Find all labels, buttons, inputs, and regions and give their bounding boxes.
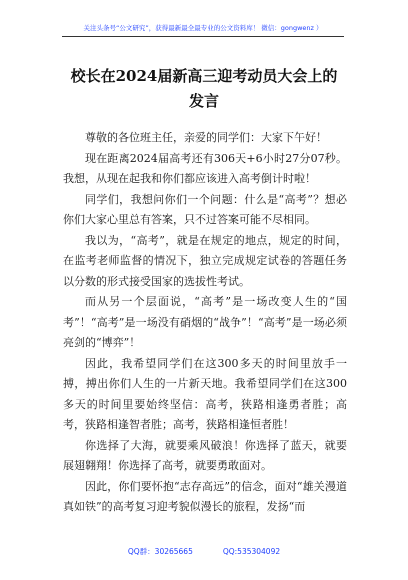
paragraph: 因此，你们要怀抱“志存高远”的信念，面对“雄关漫道真如铁”的高考复习迎考貌似漫长的旅程，发扬“而: [63, 479, 347, 513]
paragraph: 而从另一个层面说，“高考”是一场改变人生的“国考”！“高考”是一场没有硝烟的“战争”！“高考”是一场必须亮剑的“博弈”！: [63, 295, 347, 349]
paragraph: 尊敬的各位班主任，亲爱的同学们：大家下午好！: [85, 131, 327, 144]
document-body: [63, 128, 347, 518]
paragraph: 你选择了大海，就要乘风破浪！你选择了蓝天，就要展翅翱翔！你选择了高考，就要勇敢面对。: [63, 438, 347, 472]
title-line-2: 发言: [188, 92, 219, 110]
paragraph: 因此，我希望同学们在这300多天的时间里放手一搏，搏出你们人生的一片新天地。我希望同学们在这300多天的时间里要始终坚信：高考，狭路相逢勇者胜；高考，狭路相逢智者胜；高考，狭路相逢恒者胜！: [63, 356, 347, 431]
title-line-1: 校长在2024届新高三迎考动员大会上的: [70, 67, 338, 85]
page-footer: [0, 546, 408, 557]
page-header: [62, 24, 344, 37]
paragraph: 同学们，我想问你们一个问题：什么是“高考”？想必你们大家心里总有答案，只不过答案可能不尽相同。: [63, 192, 347, 226]
paragraph: 我以为，“高考”，就是在规定的地点，规定的时间，在监考老师监督的情况下，独立完成规定试卷的答题任务以分数的形式接受国家的选拔性考试。: [63, 233, 347, 288]
document-title: [40, 64, 368, 114]
header-promo-link[interactable]: 关注头条号“公文研究”，获得最新最全最专业的公文资料库！ 微信：gongwenz ）: [83, 24, 323, 32]
footer-qq-group: QQ群：30265665: [127, 547, 193, 556]
paragraph: 现在距离2024届高考还有306天+6小时27分07秒。我想，从现在起我和你们都应该进入高考倒计时啦！: [63, 151, 347, 185]
footer-qq: QQ:535304092: [222, 547, 281, 556]
